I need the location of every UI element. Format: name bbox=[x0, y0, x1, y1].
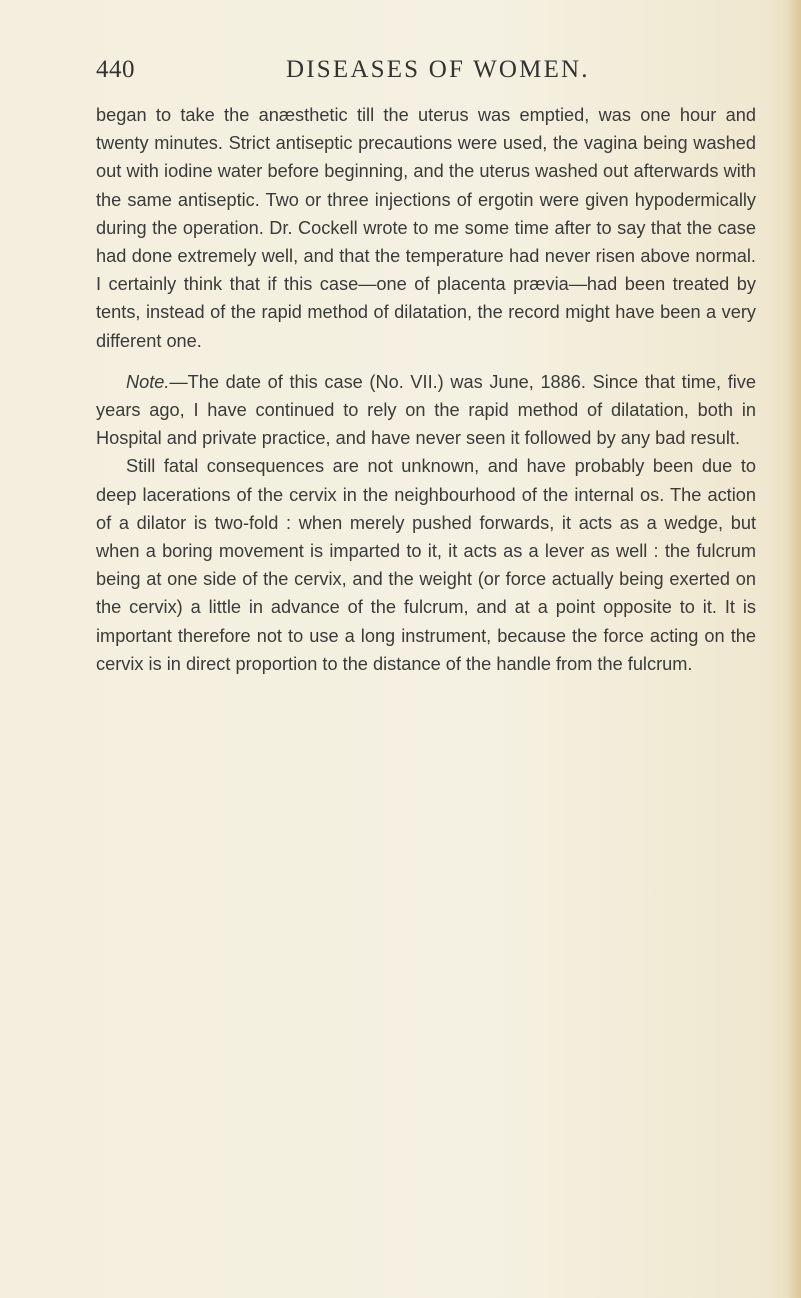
running-head: DISEASES OF WOMEN. bbox=[286, 56, 590, 83]
body-text bbox=[96, 101, 756, 678]
paragraph-note bbox=[96, 368, 756, 453]
note-text: —The date of this case (No. VII.) was June, 1886. Since that time, five years ago, I have continued to rely on the rapid method of dilatation, both in Hospital and private practice, and have never seen it followed by any bad result. bbox=[96, 371, 756, 449]
paragraph-3: Still fatal consequences are not unknown, and have probably been due to deep lacerations of the cervix in the neighbourhood of the internal os. The action of a dilator is two-fold : when merely pushed forwards, it acts as a wedge, but when a boring movement is imparted to it, it acts as a lever as well : the fulcrum being at one side of the cervix, and the weight (or force actually being exerted on the cervix) a little in advance of the fulcrum, and at a point opposite to it. It is important therefore not to use a long instrument, because the force acting on the cervix is in direct proportion to the distance of the handle from the fulcrum. bbox=[96, 456, 756, 674]
paragraph-1: began to take the anæsthetic till the uterus was emptied, was one hour and twenty minutes. Strict antiseptic precautions were used, the vagina being washed out with iodine water before beginning, and the uterus washed out afterwards with the same antiseptic. Two or three injections of ergotin were given hypodermically during the operation. Dr. Cockell wrote to me some time after to say that the case had done extremely well, and that the temperature had never risen above normal. I certainly think that if this case—one of placenta prævia—had been treated by tents, instead of the rapid method of dilatation, the record might have been a very different one. bbox=[96, 105, 756, 351]
page-header bbox=[96, 56, 756, 96]
note-label: Note. bbox=[126, 371, 170, 392]
page-number: 440 bbox=[96, 56, 135, 83]
page-edge-shadow bbox=[787, 0, 801, 1298]
